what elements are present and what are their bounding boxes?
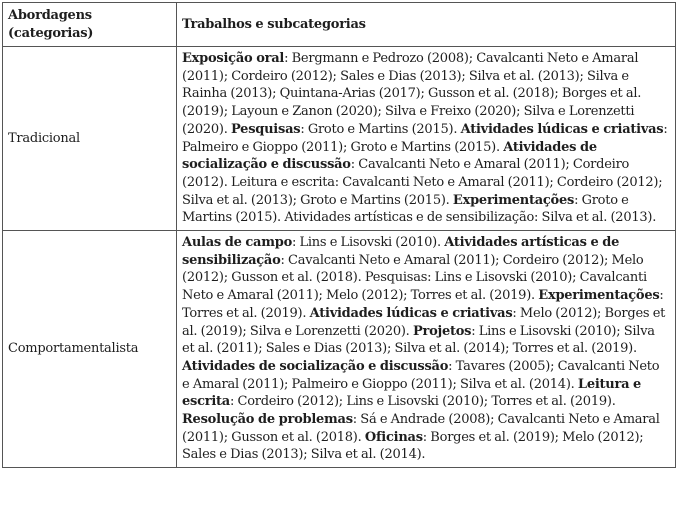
works-text: : Cavalcanti Neto e Amaral (2011); Cordeiro (2012). Leitura e escrita: Cavalcanti Neto e Amaral (2011); Cordeiro (2012); Silva et al. (2013); Groto e Martins (2015).	[182, 157, 663, 208]
subcategory-label: Atividades lúdicas e criativas	[460, 121, 664, 137]
table-header-row	[3, 3, 676, 47]
subcategory-label: Atividades artísticas e de sensibilização	[182, 235, 620, 268]
works-text: : Palmeiro e Gioppo (2011); Groto e Martins (2015).	[182, 121, 668, 155]
works-text: : Cordeiro (2012); Lins e Lisovski (2010); Torres et al. (2019).	[229, 394, 616, 410]
subcategory-label: Experimentações	[452, 192, 575, 208]
works-text: : Torres et al. (2019).	[182, 288, 664, 321]
subcategory-label: Atividades lúdicas e criativas	[309, 305, 513, 321]
works-text: : Tavares (2005); Cavalcanti Neto e Amaral (2011); Palmeiro e Gioppo (2011); Silva et al. (2014).	[182, 358, 660, 392]
subcategory-label: Resolução de problemas	[182, 412, 353, 428]
works-text: : Cavalcanti Neto e Amaral (2011); Cordeiro (2012); Melo (2012); Gusson et al. (2018). Pesquisas: Lins e Lisovski (2010); Cavalcanti Neto e Amaral (2011); Melo (2012); Torres et al. (2019).	[182, 252, 647, 304]
table-row	[3, 231, 676, 468]
subcategory-label: Atividades de socialização e discussão	[182, 139, 597, 173]
subcategory-label: Experimentações	[538, 288, 660, 304]
works-text: : Groto e Martins (2015).	[300, 121, 461, 137]
works-text: : Groto e Martins (2015). Atividades artísticas e de sensibilização: Silva et al. (2013).	[182, 192, 657, 226]
table-row	[3, 47, 676, 231]
subcategory-label: Aulas de campo	[182, 235, 292, 251]
category-cell: Comportamentalista	[3, 231, 177, 468]
works-cell	[177, 47, 676, 231]
header-works: Trabalhos e subcategorias	[177, 3, 676, 47]
works-text: : Bergmann e Pedrozo (2008); Cavalcanti Neto e Amaral (2011); Cordeiro (2012); Sales e Dias (2013); Silva et al. (2013); Silva e Rainha (2013); Quintana-Arias (2017); Gusson et al. (2018); Borges et al. (2019); Layoun e Zanon (2020); Silva e Freixo (2020); Silva e Lorenzetti (2020).	[182, 51, 642, 137]
approaches-table	[2, 2, 676, 468]
subcategory-label: Exposição oral	[182, 51, 285, 66]
category-cell: Tradicional	[3, 47, 177, 231]
subcategory-label: Atividades de socialização e discussão	[182, 358, 449, 374]
subcategory-label: Projetos	[412, 323, 472, 339]
header-approaches: Abordagens (categorias)	[3, 3, 177, 47]
subcategory-label: Pesquisas	[231, 121, 301, 137]
works-text: : Borges et al. (2019); Melo (2012); Sales e Dias (2013); Silva et al. (2014).	[182, 429, 644, 463]
works-text: : Sá e Andrade (2008); Cavalcanti Neto e Amaral (2011); Gusson et al. (2018).	[182, 412, 660, 445]
works-text: : Lins e Lisovski (2010).	[292, 235, 445, 251]
works-cell	[177, 231, 676, 468]
subcategory-label: Oficinas	[364, 429, 423, 445]
works-text: : Lins e Lisovski (2010); Silva et al. (2011); Sales e Dias (2013); Silva et al. (2014); Torres et al. (2019).	[182, 323, 655, 357]
works-text: : Melo (2012); Borges et al. (2019); Silva e Lorenzetti (2020).	[182, 305, 666, 339]
subcategory-label: Leitura e escrita	[182, 376, 642, 410]
